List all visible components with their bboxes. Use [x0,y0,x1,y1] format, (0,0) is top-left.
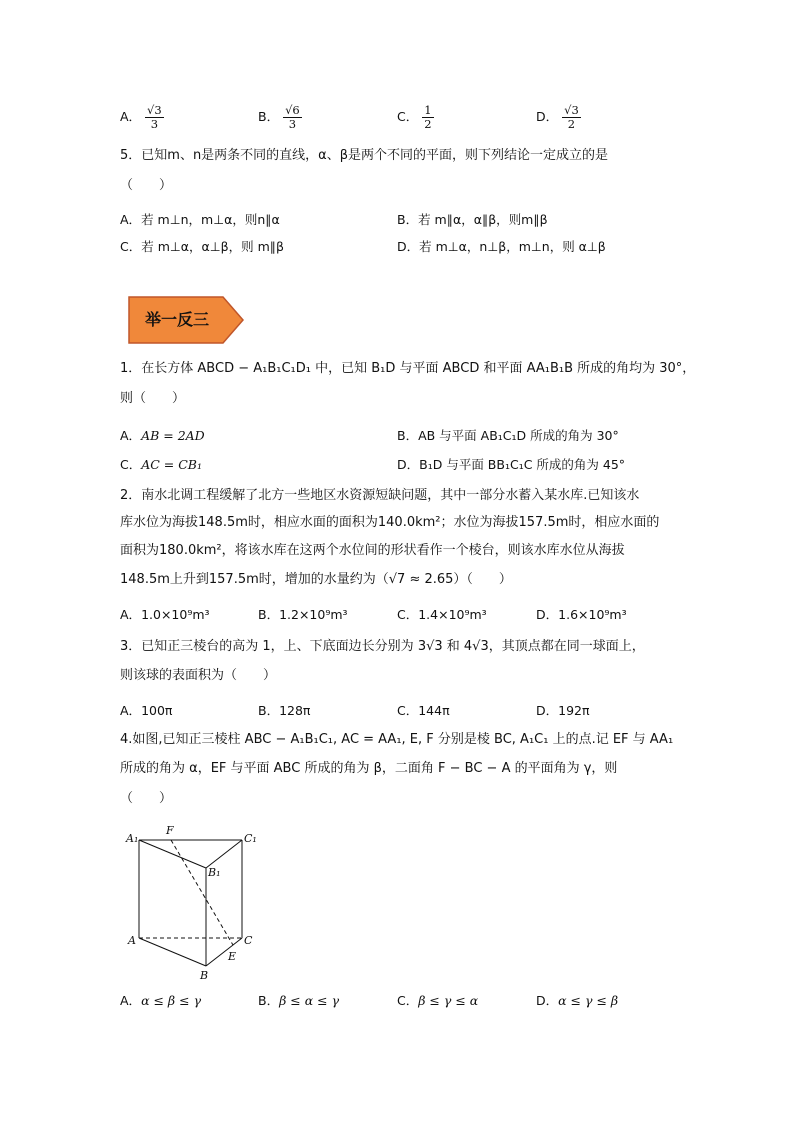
question-number: 2． [120,488,142,503]
option-text: B₁D 与平面 BB₁C₁C 所成的角为 45° [419,457,626,472]
option-text: 128π [279,703,311,718]
label-f: F [166,824,174,837]
prev-option-b [258,104,302,131]
option-label: A． [120,993,142,1008]
option-label: C． [120,239,142,254]
question-number: 4. [120,732,133,747]
option-text: 192π [558,703,590,718]
p3-option-a [120,702,172,720]
option-text: 144π [418,703,450,718]
p1-option-b [397,427,619,445]
option-label: D． [536,109,559,124]
p2-option-b [258,606,348,624]
option-label: D． [397,239,420,254]
q5-option-d [397,238,606,256]
q5-option-a [120,211,280,229]
p2-option-c [397,606,487,624]
fraction-denominator: 3 [150,117,159,131]
p1-option-d [397,456,625,474]
question-text: 南水北调工程缓解了北方一些地区水资源短缺问题，其中一部分水蓄入某水库.已知该水 [141,488,640,503]
option-label: D． [397,457,420,472]
option-text: AB 与平面 AB₁C₁D 所成的角为 30° [418,428,619,443]
label-c1: C₁ [244,832,257,845]
option-label: A． [120,212,142,227]
question-text-continued: 所成的角为 α，EF 与平面 ABC 所成的角为 β，二面角 F − BC − A 的平面角为 γ，则 [120,761,618,776]
fraction [145,104,164,131]
segment-ef [171,840,233,945]
option-text: 1.2×10⁹m³ [279,607,348,622]
option-text: β ≤ γ ≤ α [418,993,479,1008]
prev-option-c [397,104,434,131]
option-text: AB = 2AD [141,428,205,443]
option-label: A． [120,109,142,124]
option-label: C． [397,607,419,622]
label-b1: B₁ [208,866,221,879]
p3-option-c [397,702,450,720]
label-a: A [128,934,136,947]
option-label: B． [258,703,280,718]
option-text: 1.4×10⁹m³ [418,607,487,622]
q5-option-b [397,211,548,229]
option-text: α ≤ γ ≤ β [558,993,619,1008]
option-text: 100π [141,703,173,718]
option-label: B． [258,607,280,622]
edge-a-b [139,938,206,966]
option-label: B． [258,109,280,124]
fraction [422,104,433,131]
option-text: 若 m∥α，α∥β，则m∥β [418,212,548,227]
p2-option-d [536,606,627,624]
option-label: D． [536,607,559,622]
p2-option-a [120,606,210,624]
question-text-continued: 则该球的表面积为（ ） [120,668,277,683]
option-label: C． [120,457,142,472]
option-label: D． [536,993,559,1008]
question-text: 已知m、n是两条不同的直线，α、β是两个不同的平面，则下列结论一定成立的是 [141,148,609,163]
edge-b1-c1 [206,840,242,868]
section-title: 举一反三 [144,310,209,329]
fraction-denominator: 2 [567,117,576,131]
p4-option-b [258,992,339,1010]
label-a1: A₁ [126,832,139,845]
option-label: C． [397,993,419,1008]
p1-option-a [120,427,205,445]
fraction-numerator: √3 [147,103,162,117]
option-text: 1.6×10⁹m³ [558,607,627,622]
option-label: D． [536,703,559,718]
fraction-denominator: 2 [424,117,432,131]
label-e: E [228,950,237,963]
fraction-numerator: √3 [564,103,579,117]
prev-option-d [536,104,581,131]
p1-option-c [120,456,202,474]
answer-blank: （ ） [120,791,173,806]
answer-blank: （ ） [120,178,173,193]
p3-option-d [536,702,590,720]
problem-1-stem [120,360,695,378]
question-text: 如图,已知正三棱柱 ABC − A₁B₁C₁, AC = AA₁, E, F 分别是棱 BC, A₁C₁ 上的点.记 EF 与 AA₁ [132,732,674,747]
prism-figure [122,822,272,982]
question-text-continued: 面积为180.0km²，将该水库在这两个水位间的形状看作一个棱台，则该水库水位从海拔 [120,543,625,558]
question-text: 在长方体 ABCD − A₁B₁C₁D₁ 中，已知 B₁D 与平面 ABCD 和平面 AA₁B₁B 所成的角均为 30°， [141,361,696,376]
fraction [283,104,302,131]
option-label: B． [397,428,419,443]
question-text: 已知正三棱台的高为 1，上、下底面边长分别为 3√3 和 4√3，其顶点都在同一球面上， [141,639,645,654]
p3-option-b [258,702,310,720]
option-text: 1.0×10⁹m³ [141,607,210,622]
option-label: C． [397,703,419,718]
label-c: C [244,934,253,947]
question-number: 1． [120,361,142,376]
problem-4-stem [120,731,673,749]
fraction-denominator: 3 [288,117,297,131]
p4-option-c [397,992,478,1010]
label-b: B [200,969,209,982]
option-text: AC = CB₁ [141,457,203,472]
fraction-numerator: 1 [424,103,432,117]
question-5-stem [120,147,608,165]
option-label: B． [397,212,419,227]
fraction [562,104,581,131]
option-label: B． [258,993,280,1008]
p4-option-d [536,992,618,1010]
option-label: A． [120,703,142,718]
question-text-continued: 148.5m上升到157.5m时，增加的水量约为（√7 ≈ 2.65）（ ） [120,572,512,587]
option-text: 若 m⊥α，n⊥β，m⊥n，则 α⊥β [419,239,606,254]
fraction-numerator: √6 [285,103,300,117]
edge-a1-b1 [139,840,206,868]
option-text: β ≤ α ≤ γ [279,993,340,1008]
problem-2-stem [120,487,639,505]
option-label: A． [120,428,142,443]
prev-option-a [120,104,164,131]
question-text-continued: 库水位为海拔148.5m时，相应水面的面积为140.0km²；水位为海拔157.5m时，相应水面的 [120,515,660,530]
option-label: A． [120,607,142,622]
question-number: 5． [120,148,142,163]
problem-3-stem [120,638,645,656]
p4-option-a [120,992,201,1010]
q5-option-c [120,238,284,256]
option-text: 若 m⊥n，m⊥α，则n∥α [141,212,280,227]
question-number: 3． [120,639,142,654]
question-text-continued: 则（ ） [120,391,186,406]
option-text: 若 m⊥α，α⊥β，则 m∥β [141,239,284,254]
edge-b-c [206,938,242,966]
option-text: α ≤ β ≤ γ [141,993,202,1008]
option-label: C． [397,109,419,124]
